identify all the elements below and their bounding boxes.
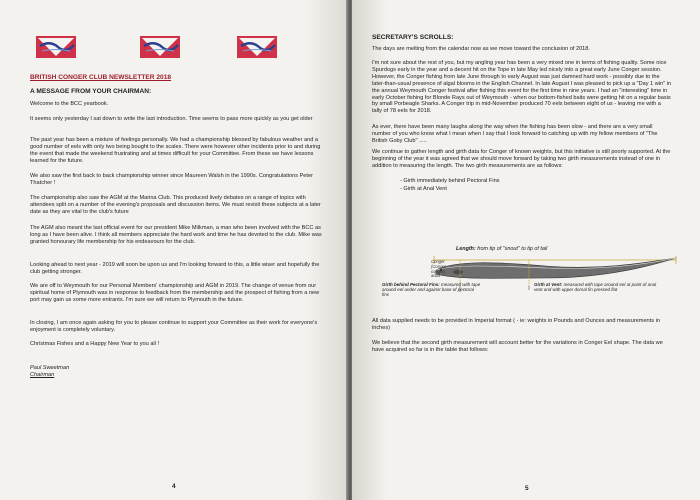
paragraph: I'm not sure about the rest of you, but my angling year has been a very mixed one in terms of fishing quality. Some nice Spurdogs early in the year and a decent hit on the Tope in late May led nicely into a great early June Conger session. However, the Conger fishing from late June through to early August was just damned hard work - possibly due to the later-than-usual presence of algal blooms in the English Channel. In late August I was pleased to pick up a "Day 1 win" in the annual Weymouth Conger festival after fishing this event for the first time in nine years. I had an "interesting" time in early October fishing for Blonde Rays out of Weymouth - when our bottom-fished baits were getting hit on a regular basis by small Porbeagle Sharks. A Conger trip in mid-November produced 70 eels between eight of us - leaving me with a tally of 78 eels for 2018. — [372, 60, 672, 115]
paragraph: Looking ahead to next year - 2019 will soon be upon us and I'm looking forward to this, a little wiser and hopefully the club getting stronger. — [30, 262, 320, 275]
pectoral-label: Girth behind Pectoral Fins: — [382, 282, 440, 287]
paragraph: Christmas Fishes and a Happy New Year to you all ! — [30, 341, 160, 347]
paragraph: We continue to gather length and girth data for Conger of known weights, but this initiative is still poorly supported. At the beginning of the year it was agreed that we should move forward by taking two girth measurements instead of one in addition to measuring the length. The two girth measurements are as follows: — [372, 149, 671, 169]
paragraph: We believe that the second girth measurement will account better for the variations in Conger Eel shape. The data we have acquired so far is in the table that follows: — [372, 340, 663, 353]
signature-role: Chairman — [30, 372, 55, 378]
signature-name: Paul Sweetman — [30, 365, 70, 371]
club-logo-icon — [36, 36, 76, 58]
chairman-heading: A MESSAGE FROM YOUR CHAIRMAN: — [30, 88, 152, 95]
paragraph: We also saw the first back to back championship winner since Maureen Walsh in the 1990s. Congratulations Peter Thatcher ! — [30, 173, 313, 186]
page-number: 4 — [172, 483, 176, 490]
paragraph: The days are melting from the calendar now as we move toward the conclusion of 2018. — [372, 46, 590, 52]
bullet-item: - Girth immediately behind Pectoral Fins — [400, 178, 500, 184]
vent-label: Girth at Vent: — [534, 282, 563, 287]
club-logo-icon — [140, 36, 180, 58]
length-note: from tip of "snout" to tip of tail — [477, 246, 548, 252]
newsletter-title: BRITISH CONGER CLUB NEWSLETTER 2018 — [30, 74, 172, 81]
pectoral-note: measured with tape around eel under and against base of pectoral fins — [382, 282, 481, 298]
length-caption — [456, 246, 547, 252]
paragraph: As ever, there have been many laughs along the way when the fishing has been slow - and there are a very small number of you who know what I mean when I say that I look forward to catching up with my fellow members of "The British Goby Club" ..... — [372, 124, 658, 144]
left-page — [0, 0, 348, 500]
right-page — [352, 0, 700, 500]
club-logo-icon — [237, 36, 277, 58]
paragraph: In closing, I am once again asking for you to please continue to support your Committee as their work for everyone's enjoyment is completely voluntary. — [30, 320, 318, 333]
paragraph: The championship also saw the AGM at the Marina Club. This produced lively debates on a range of topics with attendees split on a number of the evening's proposals and discussion items. We must revisit these subjects at a later date as they are vital to the club's future — [30, 195, 321, 215]
vent-note: measured with tape around eel at point of anal vent and with upper dorsal fin pressed flat — [534, 282, 657, 293]
paragraph: The past year has been a mixture of feelings personally. We had a championship blessed by fabulous weather and a good number of eels with only two being bought to the scales. There were however other incidents prior to and during the event that made the weekend frustrating and at times difficult for your Committee. From these we have lessons learned for the future. — [30, 137, 321, 164]
paragraph: The AGM also meant the last official event for our president Mike Milkman, a man who been involved with the BCC as long as I have been alive. I think all members appreciate the hard work and time he has devoted to the club. Mike was granted honourary life membership for his endeavours for the club. — [30, 225, 322, 245]
conger-diagram — [376, 198, 686, 298]
page-number: 5 — [525, 485, 529, 492]
paragraph: We are off to Weymouth for our Personal Members' championship and AGM in 2019. The change of venue from our spiritual home of Plymouth was in response to feedback from the membership and the prospect of fishing from a new port may gain us some more entrants. I'm sure we will return to Plymouth in the future. — [30, 283, 320, 303]
paragraph: Welcome to the BCC yearbook. — [30, 101, 109, 107]
length-label: Length: — [456, 246, 476, 252]
paragraph: It seems only yesterday I sat down to write the last introduction. Time seems to pass more quickly as you get older — [30, 116, 313, 122]
vent-caption — [534, 282, 664, 292]
paragraph: All data supplied needs to be provided in Imperial format ( - ie: weights in Pounds and Ounces and measurements in inches) — [372, 318, 660, 331]
species-label: Conger (Conger conger) adult — [431, 259, 447, 279]
pectoral-caption — [382, 282, 482, 298]
bullet-item: - Girth at Anal Vent — [400, 186, 447, 192]
secretary-heading: SECRETARY'S SCROLLS: — [372, 34, 454, 41]
